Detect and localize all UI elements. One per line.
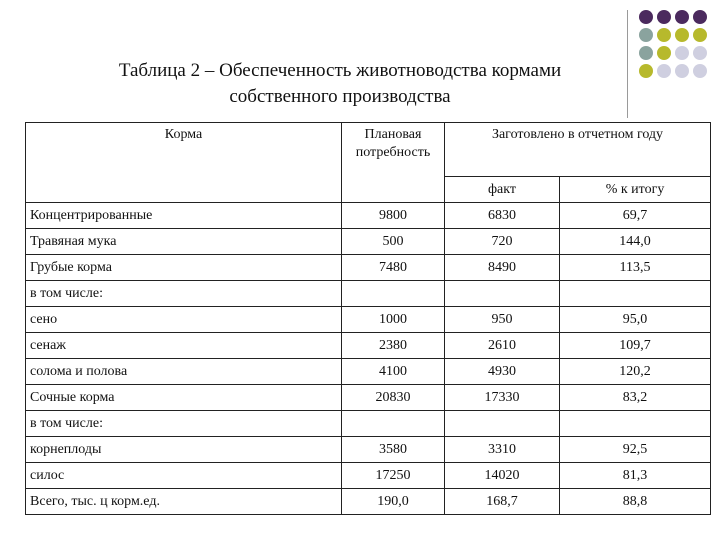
decorative-dot: [657, 46, 671, 60]
cell-pct: [560, 281, 711, 307]
cell-plan: 9800: [342, 203, 445, 229]
decorative-dot: [657, 28, 671, 42]
decorative-dot: [675, 10, 689, 24]
table-row: [26, 203, 711, 229]
cell-plan: 17250: [342, 463, 445, 489]
table-row: [26, 411, 711, 437]
table-row: [26, 489, 711, 515]
cell-fact: [445, 281, 560, 307]
cell-plan: [342, 281, 445, 307]
decorative-divider: [627, 10, 628, 118]
decorative-dot: [675, 28, 689, 42]
table-row: [26, 255, 711, 281]
decorative-dot-grid: [639, 10, 707, 78]
cell-plan: 20830: [342, 385, 445, 411]
table-row: [26, 307, 711, 333]
cell-fact: 168,7: [445, 489, 560, 515]
cell-fact: 950: [445, 307, 560, 333]
cell-pct: 109,7: [560, 333, 711, 359]
cell-pct: 88,8: [560, 489, 711, 515]
feed-supply-table: [25, 122, 711, 515]
cell-feed-name: Концентрированные: [26, 203, 342, 229]
cell-feed-name: Травяная мука: [26, 229, 342, 255]
cell-plan: 190,0: [342, 489, 445, 515]
cell-feed-name: сенаж: [26, 333, 342, 359]
table-row: [26, 385, 711, 411]
cell-fact: 8490: [445, 255, 560, 281]
cell-pct: 95,0: [560, 307, 711, 333]
header-prepared: Заготовлено в отчетном году: [445, 123, 711, 177]
cell-fact: 2610: [445, 333, 560, 359]
header-feed: Корма: [26, 123, 342, 203]
table-row: [26, 281, 711, 307]
table-title: [60, 58, 620, 110]
cell-feed-name: в том числе:: [26, 281, 342, 307]
cell-fact: 17330: [445, 385, 560, 411]
cell-feed-name: Всего, тыс. ц корм.ед.: [26, 489, 342, 515]
cell-fact: 720: [445, 229, 560, 255]
table-row: [26, 437, 711, 463]
cell-pct: 113,5: [560, 255, 711, 281]
cell-feed-name: корнеплоды: [26, 437, 342, 463]
cell-plan: 2380: [342, 333, 445, 359]
cell-fact: [445, 411, 560, 437]
cell-feed-name: солома и полова: [26, 359, 342, 385]
decorative-dot: [693, 46, 707, 60]
header-fact: факт: [445, 177, 560, 203]
title-line-2: собственного производства: [229, 86, 451, 107]
cell-fact: 3310: [445, 437, 560, 463]
header-plan: Плановая потребность: [342, 123, 445, 203]
cell-pct: 81,3: [560, 463, 711, 489]
cell-pct: 120,2: [560, 359, 711, 385]
decorative-dot: [693, 10, 707, 24]
decorative-dot: [639, 28, 653, 42]
table-row: [26, 229, 711, 255]
decorative-dot: [639, 64, 653, 78]
decorative-dot: [639, 10, 653, 24]
cell-fact: 6830: [445, 203, 560, 229]
table-row: [26, 463, 711, 489]
cell-pct: [560, 411, 711, 437]
cell-feed-name: силос: [26, 463, 342, 489]
cell-plan: 4100: [342, 359, 445, 385]
decorative-dot: [639, 46, 653, 60]
cell-fact: 14020: [445, 463, 560, 489]
cell-plan: 7480: [342, 255, 445, 281]
decorative-dot: [693, 28, 707, 42]
cell-pct: 69,7: [560, 203, 711, 229]
cell-pct: 144,0: [560, 229, 711, 255]
decorative-dot: [675, 46, 689, 60]
cell-plan: [342, 411, 445, 437]
decorative-dot: [657, 10, 671, 24]
cell-plan: 1000: [342, 307, 445, 333]
decorative-dot: [693, 64, 707, 78]
table-row: [26, 359, 711, 385]
header-pct: % к итогу: [560, 177, 711, 203]
cell-feed-name: в том числе:: [26, 411, 342, 437]
cell-plan: 3580: [342, 437, 445, 463]
cell-plan: 500: [342, 229, 445, 255]
decorative-dot: [675, 64, 689, 78]
cell-feed-name: Грубые корма: [26, 255, 342, 281]
cell-feed-name: Сочные корма: [26, 385, 342, 411]
decorative-dot: [657, 64, 671, 78]
table-row: [26, 333, 711, 359]
cell-pct: 83,2: [560, 385, 711, 411]
cell-fact: 4930: [445, 359, 560, 385]
cell-pct: 92,5: [560, 437, 711, 463]
cell-feed-name: сено: [26, 307, 342, 333]
title-line-1: Таблица 2 – Обеспеченность животноводства кормами: [118, 60, 562, 81]
